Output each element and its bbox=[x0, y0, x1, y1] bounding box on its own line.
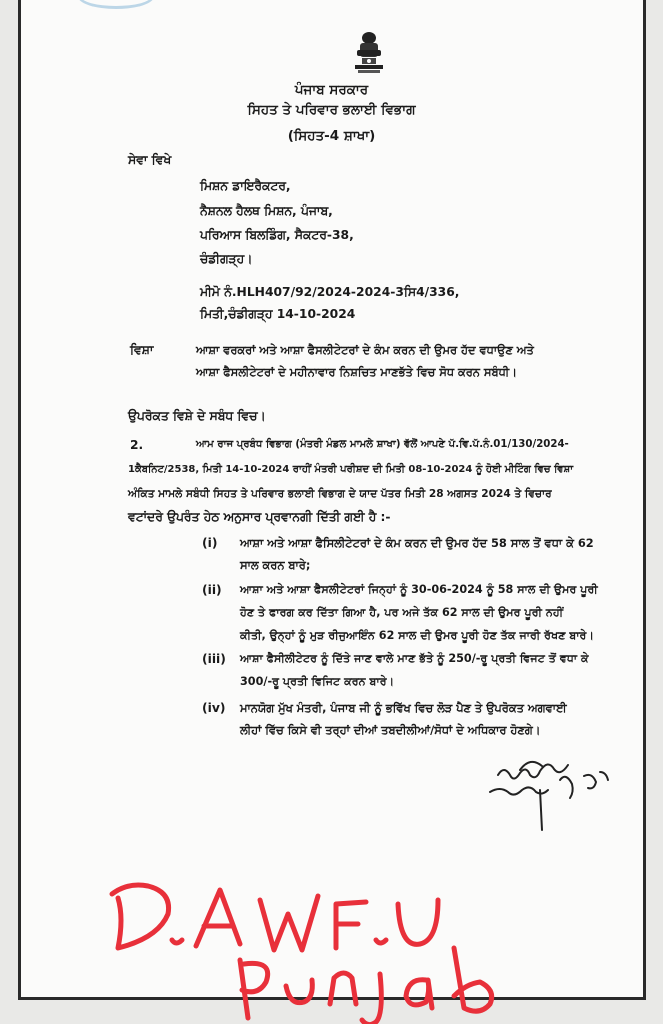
item-text: ਸਾਲ ਕਰਨ ਬਾਰੇ; bbox=[240, 558, 311, 572]
para-line3: ਅੰਕਿਤ ਮਾਮਲੇ ਸਬੰਧੀ ਸਿਹਤ ਤੇ ਪਰਿਵਾਰ ਭਲਾਈ ਵਿਭਾਗ ਦੇ ਯਾਦ ਪੱਤਰ ਮਿਤੀ 28 ਅਗਸਤ 2024 ਤੇ ਵਿਚਾਰ bbox=[128, 488, 552, 500]
addressee-line3: ਪਰਿਆਸ ਬਿਲਡਿੰਗ, ਸੈਕਟਰ-38, bbox=[200, 228, 354, 242]
item-number: (iii) bbox=[202, 652, 226, 666]
subject-line2: ਆਸ਼ਾ ਫੈਸਲੀਟੇਟਰਾਂ ਦੇ ਮਹੀਨਾਵਾਰ ਨਿਸ਼ਚਿਤ ਮਾਣਭੱਤੇ ਵਿਚ ਸੋਧ ਕਰਨ ਸਬੰਧੀ। bbox=[196, 365, 517, 379]
subject-line1: ਆਸ਼ਾ ਵਰਕਰਾਂ ਅਤੇ ਆਸ਼ਾ ਫੈਸਲੀਟੇਟਰਾਂ ਦੇ ਕੰਮ ਕਰਨ ਦੀ ਉਮਰ ਹੱਦ ਵਧਾਉਣ ਅਤੇ bbox=[196, 343, 534, 357]
item-text: ਹੋਣ ਤੇ ਫਾਰਗ ਕਰ ਦਿੱਤਾ ਗਿਆ ਹੈ, ਪਰ ਅਜੇ ਤੱਕ 62 ਸਾਲ ਦੀ ਉਮਰ ਪੂਰੀ ਨਹੀਂ bbox=[240, 606, 564, 619]
item-text: 300/-ਰੂ ਪ੍ਰਤੀ ਵਿਜਿਟ ਕਰਨ ਬਾਰੇ। bbox=[240, 675, 395, 688]
item-text: ਆਸ਼ਾ ਫੈਸੀਲੀਟੇਟਰ ਨੂੰ ਦਿੱਤੇ ਜਾਣ ਵਾਲੇ ਮਾਣ ਭੱਤੇ ਨੂੰ 250/-ਰੂ ਪ੍ਰਤੀ ਵਿਜਟ ਤੋਂ ਵਧਾ ਕੇ bbox=[240, 652, 589, 665]
salutation: ਸੇਵਾ ਵਿਖੇ bbox=[128, 153, 172, 167]
department-name: ਸਿਹਤ ਤੇ ਪਰਿਵਾਰ ਭਲਾਈ ਵਿਭਾਗ bbox=[247, 102, 416, 118]
addressee-line4: ਚੰਡੀਗੜ੍ਹ। bbox=[200, 252, 253, 266]
item-number: (iv) bbox=[202, 701, 226, 715]
branch-name: (ਸਿਹਤ-4 ਸ਼ਾਖਾ) bbox=[287, 128, 376, 144]
subject-label: ਵਿਸ਼ਾ bbox=[130, 343, 154, 357]
memo-number: ਮੀਮੋ ਨੰ.HLH407/92/2024-2024-3ਸਿ4/336, bbox=[200, 285, 460, 299]
item-text: ਲੀਹਾਂ ਵਿੱਚ ਕਿਸੇ ਵੀ ਤਰ੍ਹਾਂ ਦੀਆਂ ਤਬਦੀਲੀਆਂ/ਸੋਧਾਂ ਦੇ ਅਧਿਕਾਰ ਹੋਣਗੇ। bbox=[240, 723, 541, 737]
item-number: (ii) bbox=[202, 583, 222, 597]
reference-line: ਉਪਰੋਕਤ ਵਿਸ਼ੇ ਦੇ ਸਬੰਧ ਵਿਚ। bbox=[128, 409, 266, 423]
item-text: ਕੀਤੀ, ਉਨ੍ਹਾਂ ਨੂੰ ਮੁੜ ਰੀਜੁਆਇੰਨ 62 ਸਾਲ ਦੀ ਉਮਰ ਪੂਰੀ ਹੋਣ ਤੱਕ ਜਾਰੀ ਰੱਖਣ ਬਾਰੇ। bbox=[240, 629, 595, 642]
para-line1: ਆਮ ਰਾਜ ਪ੍ਰਬੰਧ ਵਿਭਾਗ (ਮੰਤਰੀ ਮੰਡਲ ਮਾਮਲੇ ਸ਼ਾਖਾ) ਵੱਲੋਂ ਆਪਣੇ ਪੱ.ਵਿ.ਪੱ.ਨੰ.01/130/2024- bbox=[196, 439, 569, 450]
addressee-line2: ਨੈਸ਼ਨਲ ਹੈਲਥ ਮਿਸ਼ਨ, ਪੰਜਾਬ, bbox=[200, 204, 333, 218]
item-text: ਮਾਨਯੋਗ ਮੁੱਖ ਮੰਤਰੀ, ਪੰਜਾਬ ਜੀ ਨੂੰ ਭਵਿੱਖ ਵਿਚ ਲੋੜ ਪੈਣ ਤੇ ਉਪਰੋਕਤ ਅਗਵਾਈ bbox=[240, 701, 567, 715]
item-text: ਆਸ਼ਾ ਅਤੇ ਆਸ਼ਾ ਫੈਸਲੀਟੇਟਰਾਂ ਜਿਨ੍ਹਾਂ ਨੂੰ 30-06-2024 ਨੂੰ 58 ਸਾਲ ਦੀ ਉਮਰ ਪੂਰੀ bbox=[240, 583, 598, 596]
para-number: 2. bbox=[130, 438, 144, 452]
item-number: (i) bbox=[202, 536, 218, 550]
addressee-line1: ਮਿਸ਼ਨ ਡਾਇਰੈਕਟਰ, bbox=[200, 179, 291, 193]
memo-date: ਮਿਤੀ,ਚੰਡੀਗੜ੍ਹ 14-10-2024 bbox=[200, 307, 356, 321]
govt-name: ਪੰਜਾਬ ਸਰਕਾਰ bbox=[294, 82, 369, 98]
para-line2: 1ਕੈਬਨਿਟ/2538, ਮਿਤੀ 14-10-2024 ਰਾਹੀਂ ਮੰਤਰੀ ਪਰੀਸ਼ਦ ਦੀ ਮਿਤੀ 08-10-2024 ਨੂੰ ਹੋਈ ਮੀਟਿੰਗ ਵਿਚ ਵਿਸ਼ਾ bbox=[128, 464, 574, 475]
para-line4: ਵਟਾਂਦਰੇ ਉਪਰੰਤ ਹੇਠ ਅਨੁਸਾਰ ਪ੍ਰਵਾਨਗੀ ਦਿੱਤੀ ਗਈ ਹੈ :- bbox=[128, 510, 391, 524]
state-emblem-icon bbox=[349, 30, 389, 76]
item-text: ਆਸ਼ਾ ਅਤੇ ਆਸ਼ਾ ਫੈਸਿਲੀਟੇਟਰਾਂ ਦੇ ਕੰਮ ਕਰਨ ਦੀ ਉਮਰ ਹੱਦ 58 ਸਾਲ ਤੋਂ ਵਧਾ ਕੇ 62 bbox=[240, 536, 594, 550]
